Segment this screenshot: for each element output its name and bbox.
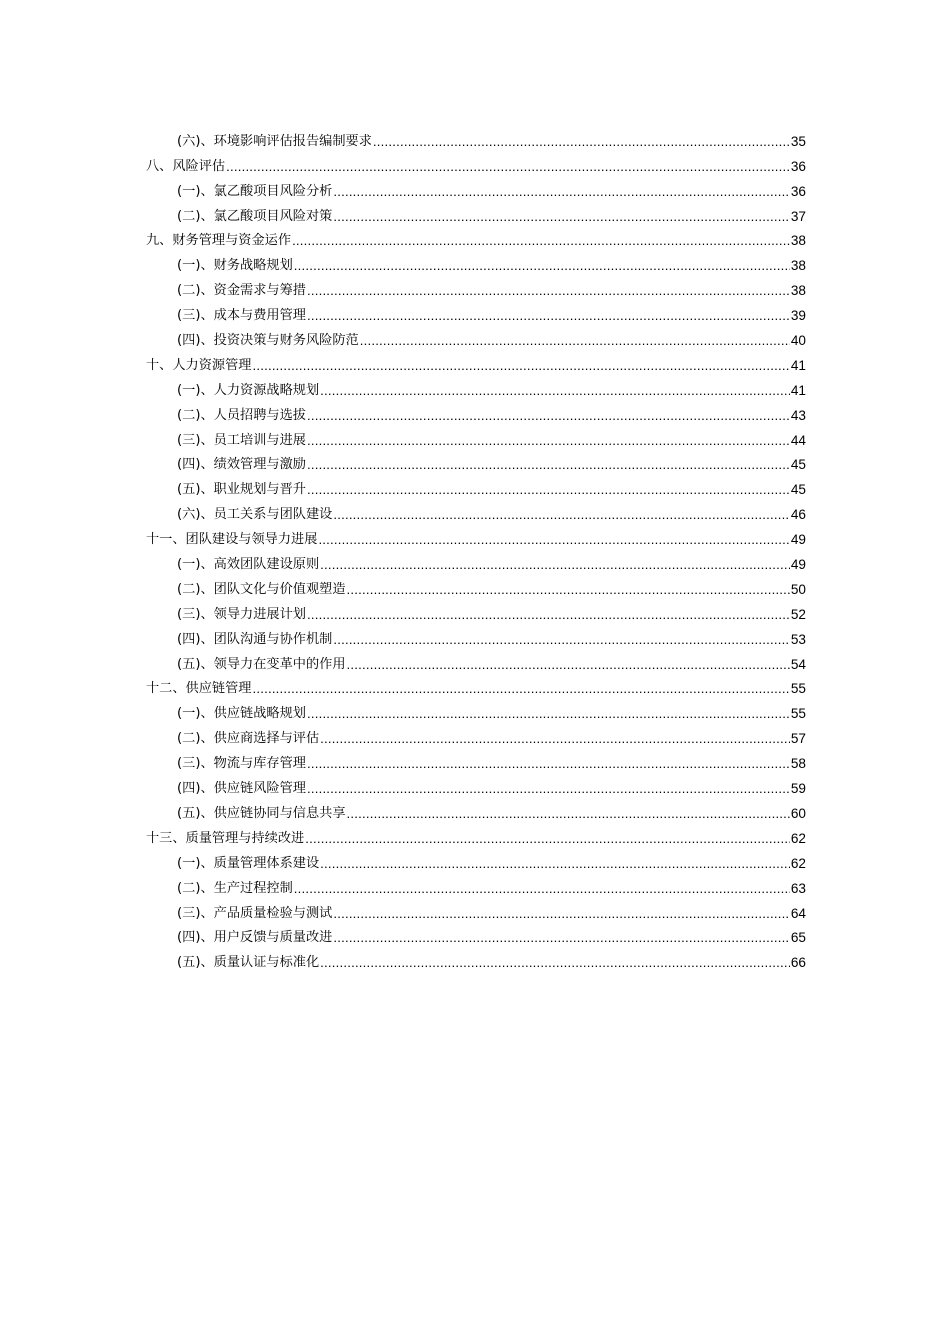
toc-entry-title: (五)、质量认证与标准化 (177, 955, 320, 971)
toc-page-number: 40 (790, 333, 806, 349)
toc-dot-leader (294, 880, 790, 898)
toc-section-entry[interactable] (146, 400, 806, 425)
toc-page-number: 55 (790, 681, 806, 697)
toc-section-entry[interactable] (146, 425, 806, 450)
table-of-contents (146, 126, 806, 972)
toc-entry-title: (五)、供应链协同与信息共享 (177, 805, 346, 821)
toc-dot-leader (307, 282, 790, 300)
toc-section-entry[interactable] (146, 474, 806, 499)
toc-dot-leader (333, 929, 790, 947)
toc-page-number: 59 (790, 781, 806, 797)
toc-page-number: 46 (790, 507, 806, 523)
toc-entry-title: 十一、团队建设与领导力进展 (146, 532, 318, 548)
toc-entry-title: (二)、氯乙酸项目风险对策 (177, 208, 333, 224)
toc-page-number: 36 (790, 158, 806, 174)
toc-page-number: 64 (790, 905, 806, 921)
toc-page-number: 65 (790, 930, 806, 946)
toc-section-entry[interactable] (146, 599, 806, 624)
toc-entry-title: (二)、生产过程控制 (177, 880, 293, 896)
toc-entry-title: (三)、员工培训与进展 (177, 432, 306, 448)
toc-section-entry[interactable] (146, 723, 806, 748)
toc-section-entry[interactable] (146, 873, 806, 898)
toc-entry-title: (一)、人力资源战略规划 (177, 382, 320, 398)
toc-entry-title: (五)、职业规划与晋升 (177, 482, 306, 498)
toc-entry-title: (二)、人员招聘与选拔 (177, 407, 306, 423)
toc-dot-leader (320, 556, 790, 574)
toc-chapter-entry[interactable] (146, 674, 806, 699)
toc-entry-title: (六)、员工关系与团队建设 (177, 507, 333, 523)
toc-page-number: 38 (790, 283, 806, 299)
toc-section-entry[interactable] (146, 848, 806, 873)
toc-entry-title: (三)、物流与库存管理 (177, 756, 306, 772)
toc-dot-leader (333, 208, 790, 226)
toc-page-number: 38 (790, 233, 806, 249)
toc-page-number: 62 (790, 855, 806, 871)
toc-section-entry[interactable] (146, 574, 806, 599)
toc-page-number: 55 (790, 706, 806, 722)
toc-dot-leader (373, 133, 790, 151)
toc-chapter-entry[interactable] (146, 151, 806, 176)
toc-section-entry[interactable] (146, 923, 806, 948)
toc-entry-title: (五)、领导力在变革中的作用 (177, 656, 346, 672)
toc-page-number: 49 (790, 557, 806, 573)
toc-section-entry[interactable] (146, 649, 806, 674)
toc-entry-title: 九、财务管理与资金运作 (146, 233, 292, 249)
toc-page-number: 54 (790, 656, 806, 672)
toc-section-entry[interactable] (146, 499, 806, 524)
toc-dot-leader (294, 257, 790, 275)
toc-dot-leader (307, 755, 790, 773)
toc-page-number: 45 (790, 482, 806, 498)
toc-dot-leader (333, 506, 790, 524)
toc-page-number: 45 (790, 457, 806, 473)
toc-page-number: 49 (790, 532, 806, 548)
toc-entry-title: (四)、用户反馈与质量改进 (177, 930, 333, 946)
toc-entry-title: (一)、氯乙酸项目风险分析 (177, 183, 333, 199)
toc-section-entry[interactable] (146, 126, 806, 151)
toc-entry-title: (一)、高效团队建设原则 (177, 557, 320, 573)
toc-page-number: 60 (790, 805, 806, 821)
toc-dot-leader (333, 183, 790, 201)
toc-page-number: 41 (790, 357, 806, 373)
toc-page-number: 50 (790, 581, 806, 597)
toc-entry-title: (二)、供应商选择与评估 (177, 731, 320, 747)
toc-dot-leader (320, 954, 790, 972)
toc-entry-title: (三)、领导力进展计划 (177, 606, 306, 622)
toc-page-number: 66 (790, 955, 806, 971)
toc-dot-leader (253, 357, 790, 375)
toc-section-entry[interactable] (146, 748, 806, 773)
toc-entry-title: (四)、供应链风险管理 (177, 781, 306, 797)
toc-entry-title: 八、风险评估 (146, 158, 226, 174)
toc-entry-title: (三)、成本与费用管理 (177, 308, 306, 324)
toc-section-entry[interactable] (146, 898, 806, 923)
toc-section-entry[interactable] (146, 250, 806, 275)
toc-section-entry[interactable] (146, 325, 806, 350)
toc-entry-title: (四)、团队沟通与协作机制 (177, 631, 333, 647)
toc-dot-leader (307, 432, 790, 450)
toc-entry-title: (二)、资金需求与筹措 (177, 283, 306, 299)
toc-dot-leader (305, 830, 790, 848)
toc-dot-leader (320, 730, 790, 748)
toc-dot-leader (347, 656, 790, 674)
toc-entry-title: 十、人力资源管理 (146, 357, 252, 373)
toc-entry-title: 十二、供应链管理 (146, 681, 252, 697)
toc-page-number: 37 (790, 208, 806, 224)
toc-page-number: 62 (790, 830, 806, 846)
toc-page-number: 41 (790, 382, 806, 398)
toc-entry-title: (一)、供应链战略规划 (177, 706, 306, 722)
toc-entry-title: 十三、质量管理与持续改进 (146, 830, 305, 846)
toc-dot-leader (307, 307, 790, 325)
toc-page-number: 38 (790, 258, 806, 274)
toc-section-entry[interactable] (146, 201, 806, 226)
toc-page-number: 52 (790, 606, 806, 622)
toc-dot-leader (253, 680, 790, 698)
toc-section-entry[interactable] (146, 450, 806, 475)
toc-section-entry[interactable] (146, 698, 806, 723)
toc-entry-title: (二)、团队文化与价值观塑造 (177, 581, 346, 597)
toc-dot-leader (307, 780, 790, 798)
toc-dot-leader (307, 606, 790, 624)
toc-page-number: 44 (790, 432, 806, 448)
toc-section-entry[interactable] (146, 176, 806, 201)
toc-dot-leader (360, 332, 790, 350)
toc-chapter-entry[interactable] (146, 524, 806, 549)
toc-section-entry[interactable] (146, 947, 806, 972)
toc-page-number: 36 (790, 183, 806, 199)
toc-dot-leader (318, 531, 789, 549)
toc-dot-leader (226, 158, 790, 176)
toc-page-number: 39 (790, 308, 806, 324)
toc-entry-title: (三)、产品质量检验与测试 (177, 905, 333, 921)
toc-entry-title: (四)、投资决策与财务风险防范 (177, 333, 359, 349)
toc-section-entry[interactable] (146, 798, 806, 823)
toc-chapter-entry[interactable] (146, 226, 806, 251)
toc-dot-leader (347, 805, 790, 823)
toc-dot-leader (292, 232, 790, 250)
toc-section-entry[interactable] (146, 773, 806, 798)
toc-page-number: 57 (790, 731, 806, 747)
toc-entry-title: (六)、环境影响评估报告编制要求 (177, 133, 372, 149)
toc-section-entry[interactable] (146, 275, 806, 300)
toc-page-number: 43 (790, 407, 806, 423)
toc-page-number: 63 (790, 880, 806, 896)
toc-dot-leader (333, 905, 790, 923)
toc-page-number: 58 (790, 756, 806, 772)
toc-dot-leader (320, 855, 790, 873)
toc-section-entry[interactable] (146, 549, 806, 574)
toc-entry-title: (一)、质量管理体系建设 (177, 855, 320, 871)
toc-section-entry[interactable] (146, 624, 806, 649)
toc-page-number: 35 (790, 133, 806, 149)
toc-dot-leader (347, 581, 790, 599)
toc-dot-leader (333, 631, 790, 649)
toc-chapter-entry[interactable] (146, 350, 806, 375)
toc-dot-leader (307, 407, 790, 425)
toc-dot-leader (307, 705, 790, 723)
toc-section-entry[interactable] (146, 375, 806, 400)
toc-entry-title: (四)、绩效管理与激励 (177, 457, 306, 473)
toc-section-entry[interactable] (146, 300, 806, 325)
toc-page-number: 53 (790, 631, 806, 647)
toc-dot-leader (320, 382, 790, 400)
toc-entry-title: (一)、财务战略规划 (177, 258, 293, 274)
toc-dot-leader (307, 456, 790, 474)
toc-dot-leader (307, 481, 790, 499)
toc-chapter-entry[interactable] (146, 823, 806, 848)
